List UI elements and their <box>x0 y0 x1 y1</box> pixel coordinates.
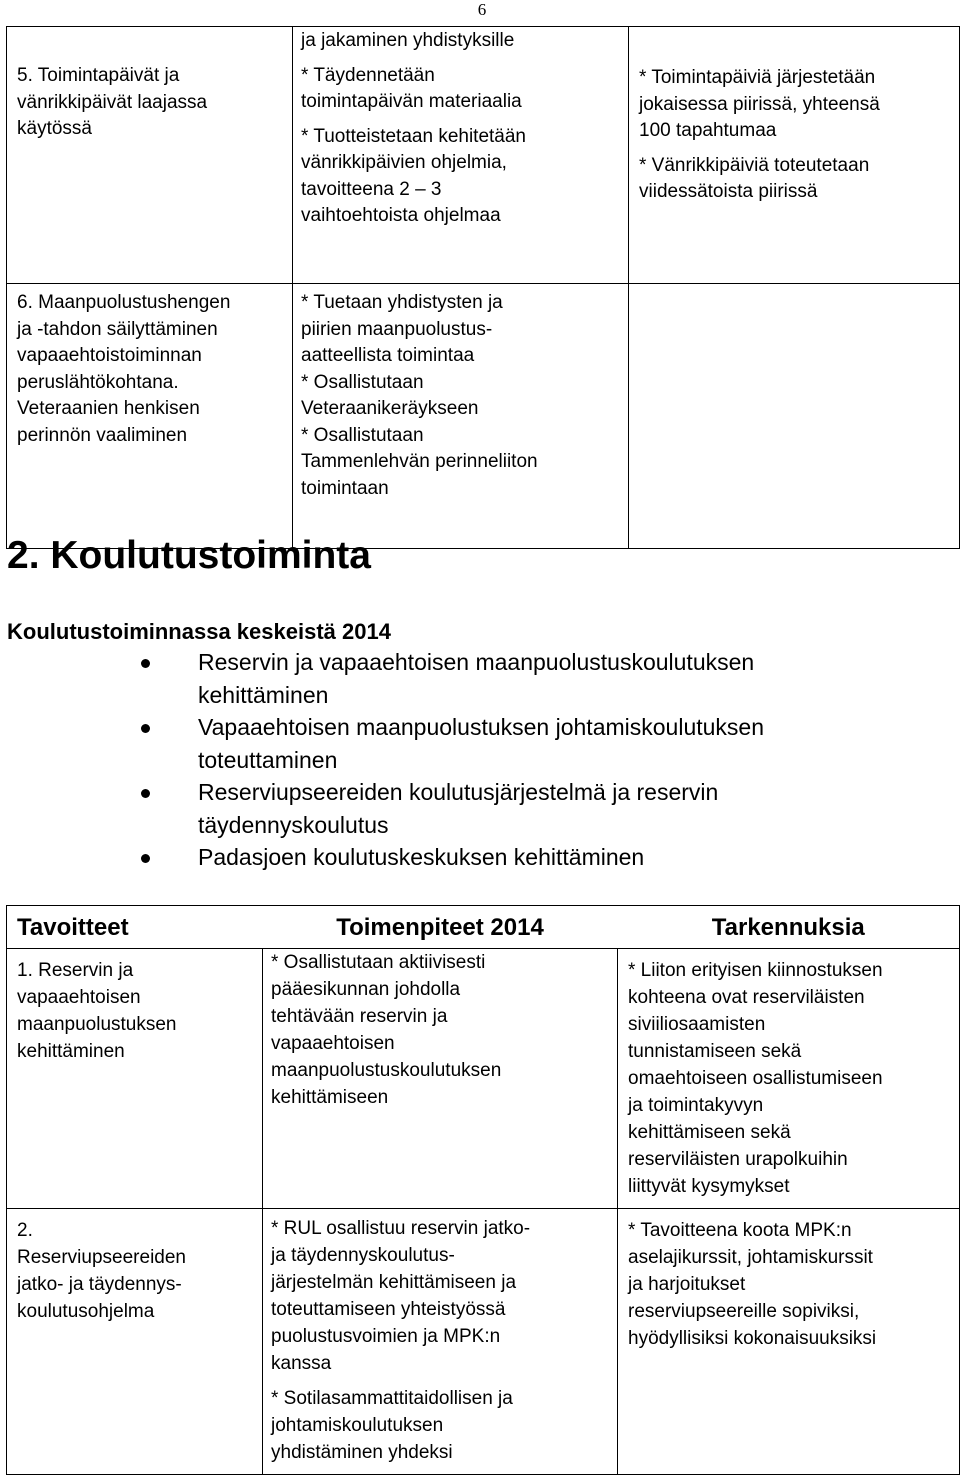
text-line: * Osallistutaan aktiivisesti <box>271 952 486 973</box>
text-line: reserviläisten urapolkuihin <box>628 1149 848 1170</box>
text-line: koulutusohjelma <box>17 1301 155 1322</box>
goals-table <box>6 905 960 1475</box>
table-row <box>7 949 960 1209</box>
list-item <box>0 841 950 874</box>
actions-cell <box>263 1209 618 1475</box>
bullet-icon <box>141 724 150 733</box>
list-item <box>0 776 950 841</box>
text-line: piirien maanpuolustus- <box>301 318 493 340</box>
text-line: Reservin ja vapaaehtoisen maanpuolustuskoulutuksen <box>198 649 755 675</box>
text-line: tehtävään reservin ja <box>271 1006 448 1027</box>
header-actions: Toimenpiteet 2014 <box>263 906 618 949</box>
text-line: Reserviupseereiden koulutusjärjestelmä ja reservin <box>198 779 719 805</box>
text-line: 6. Maanpuolustushengen <box>17 292 231 313</box>
text-line: ja harjoitukset <box>628 1274 746 1295</box>
details-cell <box>618 1209 960 1475</box>
text-line: tavoitteena 2 – 3 <box>301 178 442 200</box>
text-line: peruslähtökohtana. <box>17 371 179 393</box>
list-item <box>0 711 950 776</box>
text-line: omaehtoiseen osallistumiseen <box>628 1068 883 1089</box>
table-row <box>7 27 960 284</box>
text-line: * Toimintapäiviä järjestetään <box>639 67 876 88</box>
text-line: 2. <box>17 1220 33 1241</box>
goal-cell <box>7 27 293 284</box>
text-line: kehittäminen <box>17 1041 125 1062</box>
goal-cell <box>7 949 263 1209</box>
actions-cell <box>293 284 629 549</box>
text-line: * Osallistutaan <box>301 371 424 393</box>
bullet-icon <box>141 854 150 863</box>
section-heading: 2. Koulutustoiminta <box>7 534 371 577</box>
text-line: kehittäminen <box>198 681 329 708</box>
text-line: * Täydennetään <box>301 64 435 86</box>
text-line: järjestelmän kehittämiseen ja <box>271 1272 517 1293</box>
text-line: perinnön vaaliminen <box>17 424 188 446</box>
top-table <box>6 26 960 549</box>
text-line: Reserviupseereiden <box>17 1247 186 1268</box>
section-subheading: Koulutustoiminnassa keskeistä 2014 <box>7 619 391 644</box>
actions-cell <box>263 949 618 1209</box>
text-line: toimintaan <box>301 477 389 499</box>
text-line: toimintapäivän materiaalia <box>301 91 522 112</box>
bullet-list <box>0 646 950 874</box>
header-details: Tarkennuksia <box>618 906 960 949</box>
text-line: 100 tapahtumaa <box>639 120 777 141</box>
text-line: * Tavoitteena koota MPK:n <box>628 1220 852 1241</box>
text-block <box>301 290 622 502</box>
text-line: Veteraanien henkisen <box>17 398 200 419</box>
text-line: aatteellista toimintaa <box>301 345 475 366</box>
text-line: Tammenlehvän perinneliiton <box>301 451 538 472</box>
details-cell <box>629 284 960 549</box>
text-line: * Sotilasammattitaidollisen ja <box>271 1388 513 1409</box>
text-block <box>301 63 622 116</box>
text-line: Vapaaehtoisen maanpuolustuksen johtamiskoulutuksen <box>198 714 765 740</box>
text-block <box>628 957 949 1200</box>
text-line: Veteraanikeräykseen <box>301 398 479 419</box>
table-row <box>7 284 960 549</box>
text-block <box>628 1217 949 1352</box>
text-line: * Tuetaan yhdistysten ja <box>301 292 503 313</box>
actions-cell <box>293 27 629 284</box>
text-line: 1. Reservin ja <box>17 960 134 981</box>
details-cell <box>618 949 960 1209</box>
text-line: kanssa <box>271 1353 332 1374</box>
text-line: kehittämiseen <box>271 1087 389 1108</box>
text-line: tunnistamiseen sekä <box>628 1041 802 1062</box>
page-number: 6 <box>477 0 487 19</box>
text-line: siviiliosaamisten <box>628 1014 766 1035</box>
text-block <box>639 153 953 206</box>
text-line: * Osallistutaan <box>301 424 424 446</box>
text-line: kohteena ovat reserviläisten <box>628 987 865 1008</box>
text-line: Padasjoen koulutuskeskuksen kehittäminen <box>198 844 645 870</box>
text-block <box>639 65 953 145</box>
goal-cell <box>7 284 293 549</box>
list-item <box>0 646 950 711</box>
text-line: maanpuolustuskoulutuksen <box>271 1060 502 1081</box>
text-line: * RUL osallistuu reservin jatko- <box>271 1218 531 1239</box>
text-line: jatko- ja täydennys- <box>17 1274 182 1295</box>
text-line: toteuttamiseen yhteistyössä <box>271 1299 506 1320</box>
text-line: ja toimintakyvyn <box>628 1095 764 1116</box>
text-line: täydennyskoulutus <box>198 811 389 838</box>
text-line: maanpuolustuksen <box>17 1014 177 1035</box>
text-line: vänrikkipäivät laajassa <box>17 91 208 113</box>
text-line: toteuttaminen <box>198 746 338 773</box>
text-block <box>271 1215 607 1377</box>
text-line: vaihtoehtoista ohjelmaa <box>301 205 501 226</box>
text-line: * Tuotteistetaan kehitetään <box>301 125 526 147</box>
text-line: käytössä <box>17 118 92 139</box>
table-header-row <box>7 906 960 949</box>
text-line: aselajikurssit, johtamiskurssit <box>628 1247 873 1268</box>
header-goals: Tavoitteet <box>7 906 263 949</box>
text-block <box>301 28 622 55</box>
text-line: puolustusvoimien ja MPK:n <box>271 1326 501 1347</box>
goal-cell <box>7 1209 263 1475</box>
text-line: ja täydennyskoulutus- <box>271 1245 455 1266</box>
text-line: kehittämiseen sekä <box>628 1122 791 1143</box>
text-line: vänrikkipäivien ohjelmia, <box>301 152 507 173</box>
text-line: * Liiton erityisen kiinnostuksen <box>628 960 883 981</box>
text-line: vapaaehtoisen <box>271 1033 395 1054</box>
text-block <box>301 124 622 230</box>
text-line: vapaaehtoisen <box>17 987 141 1008</box>
text-line: jokaisessa piirissä, yhteensä <box>639 93 880 115</box>
text-block <box>271 1385 607 1466</box>
text-line: viidessätoista piirissä <box>639 181 818 202</box>
text-line: yhdistäminen yhdeksi <box>271 1442 453 1463</box>
bullet-icon <box>141 789 150 798</box>
details-cell <box>629 27 960 284</box>
text-line: 5. Toimintapäivät ja <box>17 65 180 86</box>
text-line: ja -tahdon säilyttäminen <box>17 318 218 340</box>
text-line: pääesikunnan johdolla <box>271 979 461 1000</box>
text-line: johtamiskoulutuksen <box>271 1415 444 1436</box>
text-line: ja jakaminen yhdistyksille <box>301 30 515 51</box>
table-row <box>7 1209 960 1475</box>
text-line: hyödyllisiksi kokonaisuuksiksi <box>628 1328 877 1349</box>
text-line: reserviupseereille sopiviksi, <box>628 1301 860 1322</box>
bullet-icon <box>141 659 150 668</box>
text-line: liittyvät kysymykset <box>628 1176 790 1197</box>
text-block <box>271 949 607 1111</box>
text-line: vapaaehtoistoiminnan <box>17 345 202 366</box>
text-line: * Vänrikkipäiviä toteutetaan <box>639 154 870 176</box>
